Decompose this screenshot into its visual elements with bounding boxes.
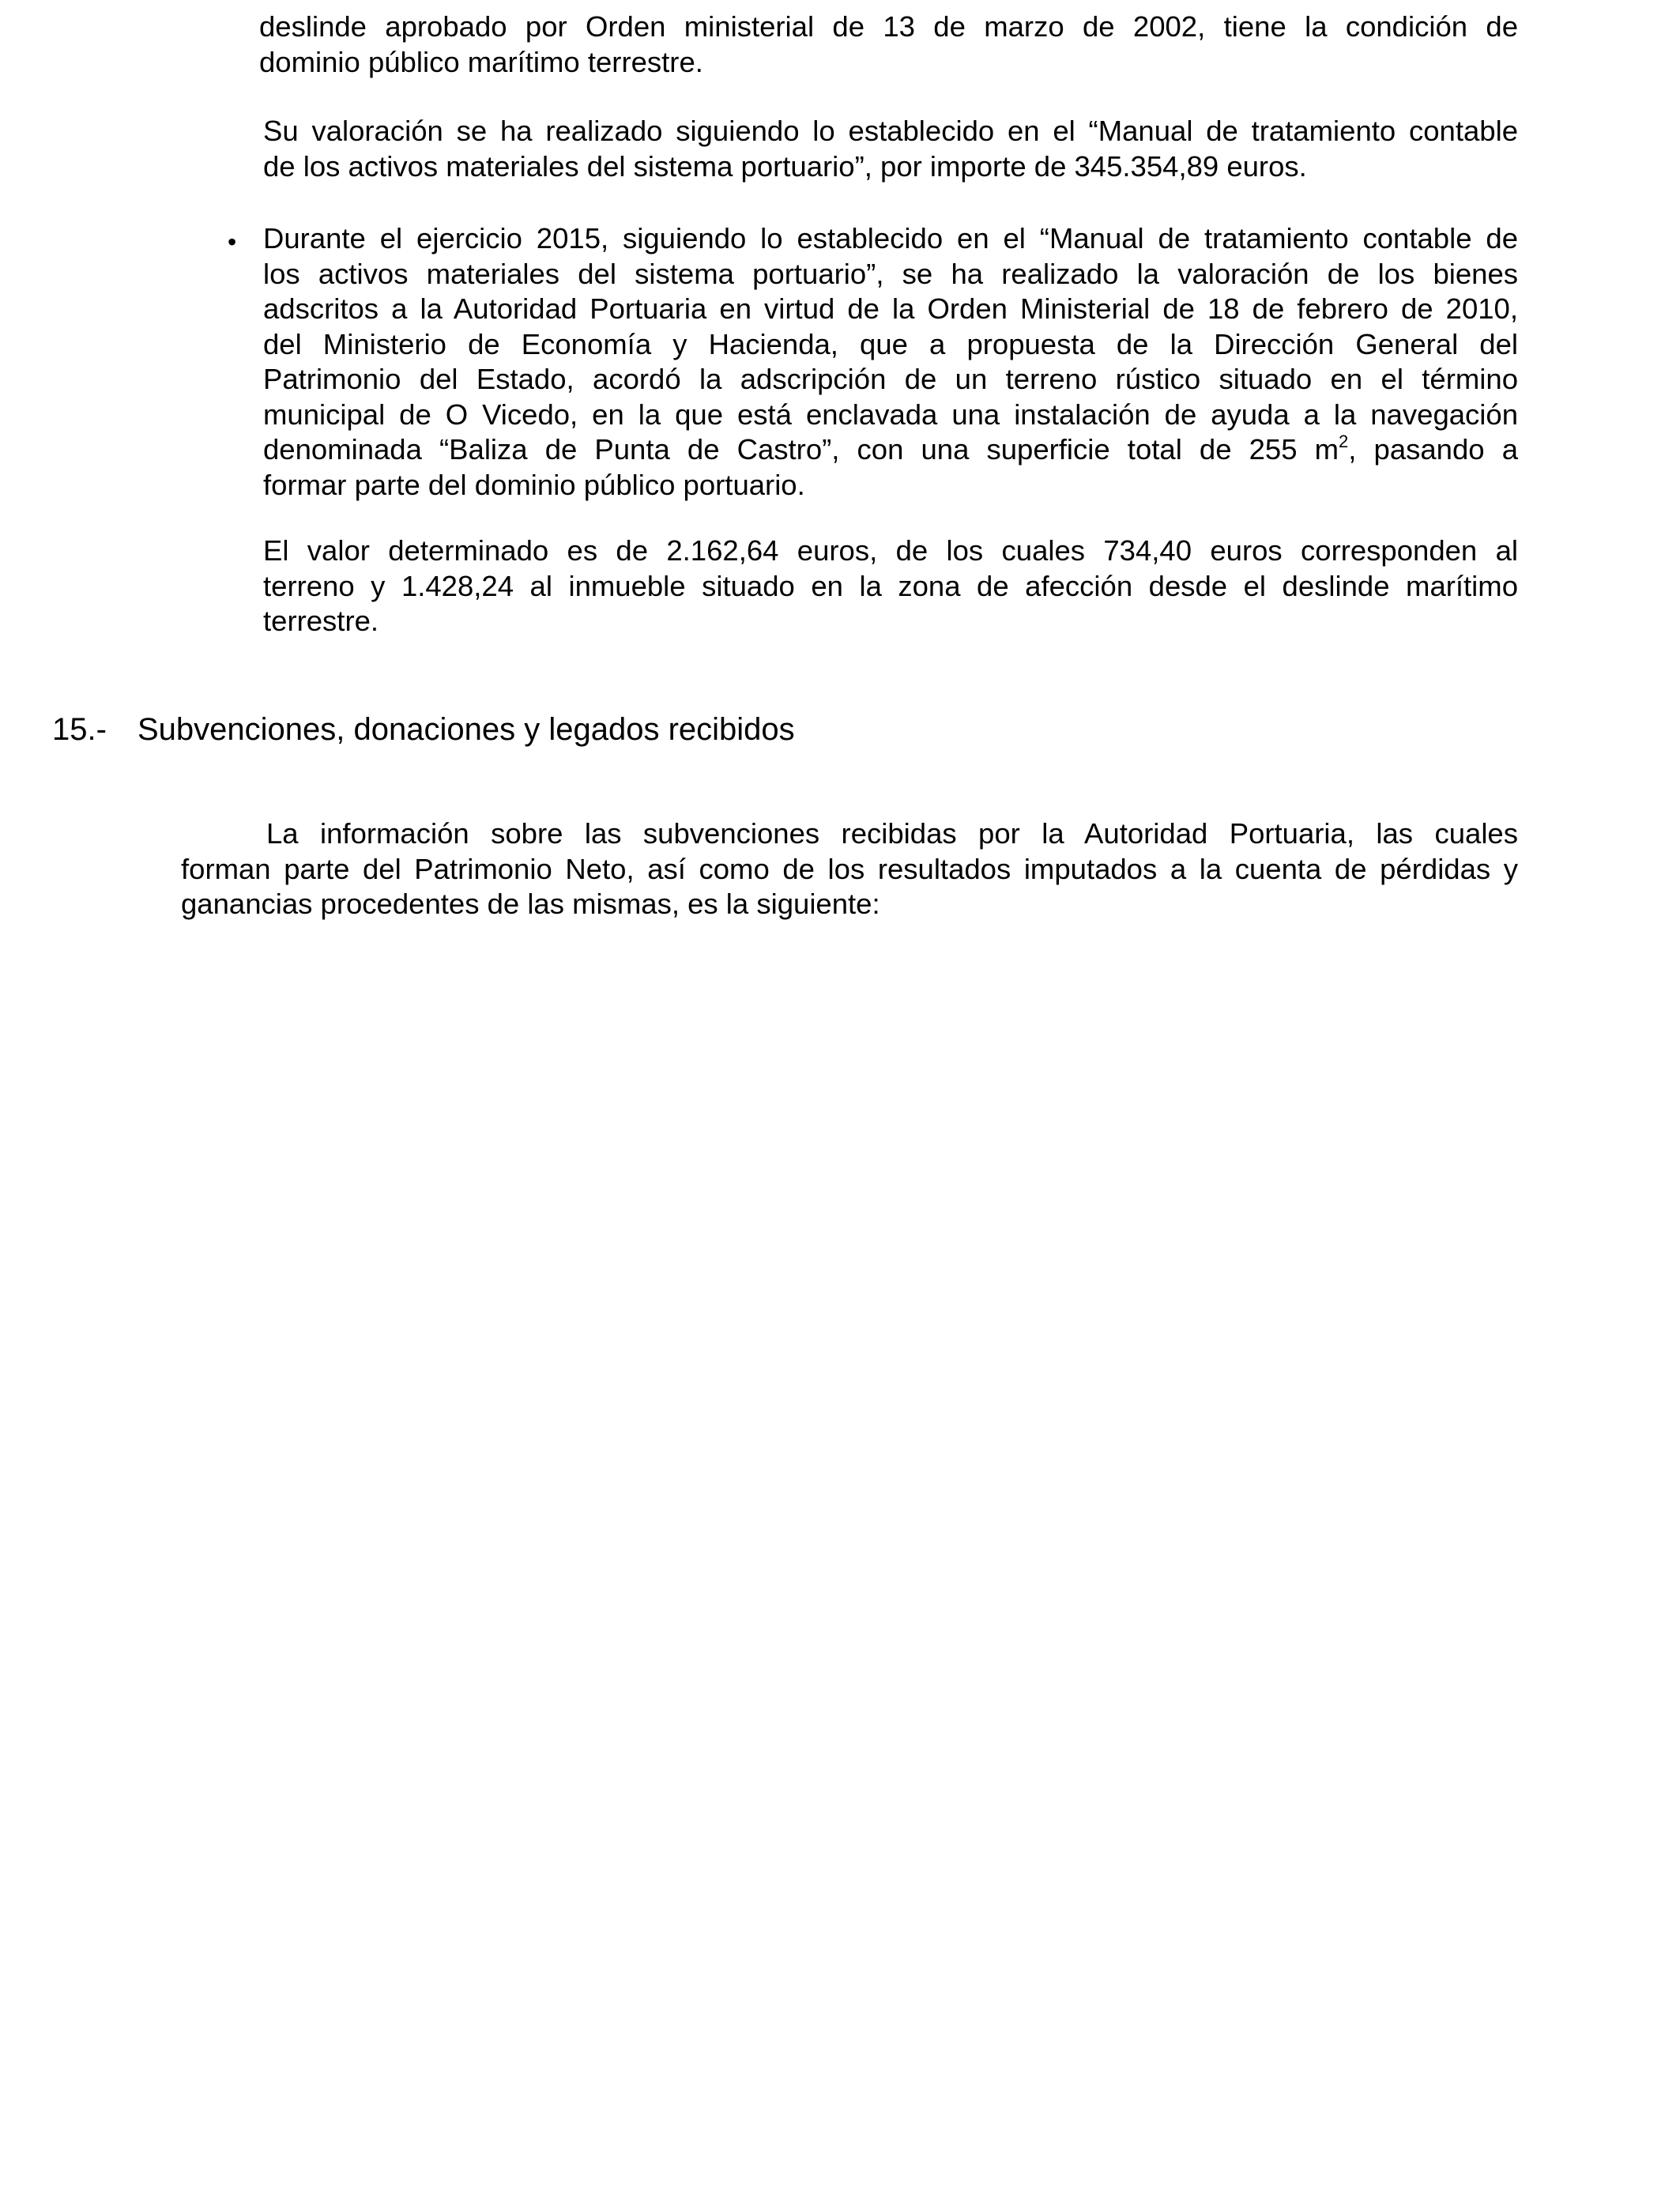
- superscript: 2: [1339, 432, 1349, 451]
- section-heading: [52, 710, 795, 749]
- text-line: terrestre.: [263, 605, 379, 637]
- paragraph-valor-determinado: [263, 533, 1518, 639]
- text-line: los activos materiales del sistema portuario”, se ha realizado la valoración de los bienes: [263, 257, 1518, 290]
- text-line: municipal de O Vicedo, en la que está enclavada una instalación de ayuda a la navegación: [263, 398, 1518, 431]
- text-line: de los activos materiales del sistema portuario”, por importe de 345.354,89 euros.: [263, 149, 1307, 183]
- bullet-item-ejercicio-2015: [263, 221, 1518, 503]
- text-line: Patrimonio del Estado, acordó la adscripción de un terreno rústico situado en el término: [263, 363, 1518, 395]
- text-line: del Ministerio de Economía y Hacienda, que a propuesta de la Dirección General del: [263, 327, 1518, 360]
- text-line: Durante el ejercicio 2015, siguiendo lo establecido en el “Manual de tratamiento contable de: [263, 222, 1518, 254]
- section-number: 15.-: [52, 712, 107, 747]
- text-segment: denominada “Baliza de Punta de Castro”, con una superficie total de 255 m: [263, 433, 1339, 466]
- text-line: Su valoración se ha realizado siguiendo lo establecido en el “Manual de tratamiento contable: [263, 115, 1518, 147]
- paragraph-deslinde: [259, 9, 1518, 80]
- text-line-superficie: [263, 432, 1518, 468]
- paragraph-valoracion: [263, 114, 1518, 184]
- section-title: Subvenciones, donaciones y legados recibidos: [137, 712, 795, 747]
- text-line: formar parte del dominio público portuario.: [263, 468, 805, 501]
- text-line: El valor determinado es de 2.162,64 euros, de los cuales 734,40 euros corresponden al: [263, 534, 1518, 567]
- bullet-icon: •: [228, 228, 237, 256]
- text-line: forman parte del Patrimonio Neto, así como de los resultados imputados a la cuenta de pérdidas y: [181, 852, 1518, 885]
- text-line: ganancias procedentes de las mismas, es la siguiente:: [181, 888, 880, 920]
- text-line: deslinde aprobado por Orden ministerial de 13 de marzo de 2002, tiene la condición de: [259, 10, 1518, 43]
- text-line: La información sobre las subvenciones recibidas por la Autoridad Portuaria, las cuales: [266, 817, 1518, 850]
- text-line: adscritos a la Autoridad Portuaria en virtud de la Orden Ministerial de 18 de febrero de 2010,: [263, 292, 1518, 325]
- paragraph-subvenciones: [181, 816, 1518, 922]
- text-line: terreno y 1.428,24 al inmueble situado en la zona de afección desde el deslinde marítimo: [263, 569, 1518, 602]
- text-segment: , pasando a: [1348, 433, 1518, 466]
- text-line: dominio público marítimo terrestre.: [259, 45, 703, 78]
